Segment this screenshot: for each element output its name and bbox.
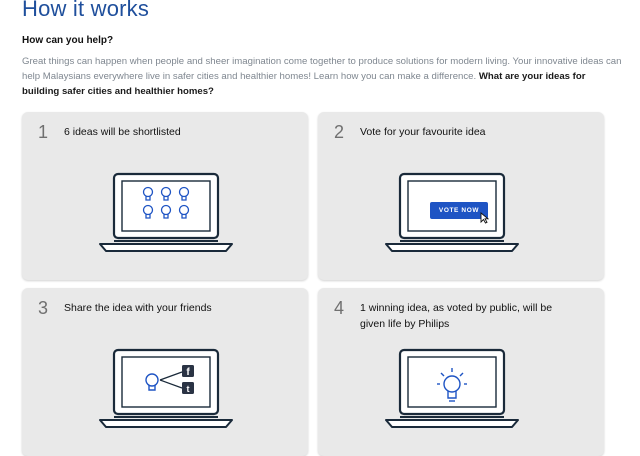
laptop-icon — [318, 288, 604, 456]
step-card-1 — [22, 112, 308, 280]
step-text: 1 winning idea, as voted by public, will be given life by Philips — [360, 302, 553, 330]
page-title: How it works — [22, 0, 150, 21]
step-number: 3 — [38, 298, 49, 318]
svg-text:f: f — [186, 367, 190, 378]
step-text: Share the idea with your friends — [64, 302, 212, 314]
intro-text: Great things can happen when people and sheer imagination come together to produce solutions for modern living. Your innovative ideas can help Malaysians everywhere live in safer cities and healthier homes! Learn how you can make a difference. — [22, 56, 622, 82]
intro-question: What are your ideas for building safer cities and healthier homes? — [22, 71, 586, 97]
laptop-icon — [318, 112, 604, 280]
step-card-3 — [22, 288, 308, 456]
laptop-icon — [22, 112, 308, 280]
step-number: 2 — [334, 122, 345, 142]
laptop-icon — [22, 288, 308, 456]
facebook-icon — [182, 365, 194, 378]
step-text: Vote for your favourite idea — [360, 126, 486, 138]
step-card-4 — [318, 288, 604, 456]
intro-paragraph — [22, 54, 622, 99]
step-card-2 — [318, 112, 604, 280]
step-number: 1 — [38, 122, 49, 142]
step-text: 6 ideas will be shortlisted — [64, 126, 181, 138]
subheading: How can you help? — [22, 35, 114, 46]
vote-now-button[interactable]: VOTE NOW — [430, 202, 488, 219]
twitter-icon — [182, 382, 194, 394]
step-number: 4 — [334, 298, 345, 318]
cursor-icon — [480, 212, 489, 224]
svg-text:t: t — [186, 384, 190, 394]
